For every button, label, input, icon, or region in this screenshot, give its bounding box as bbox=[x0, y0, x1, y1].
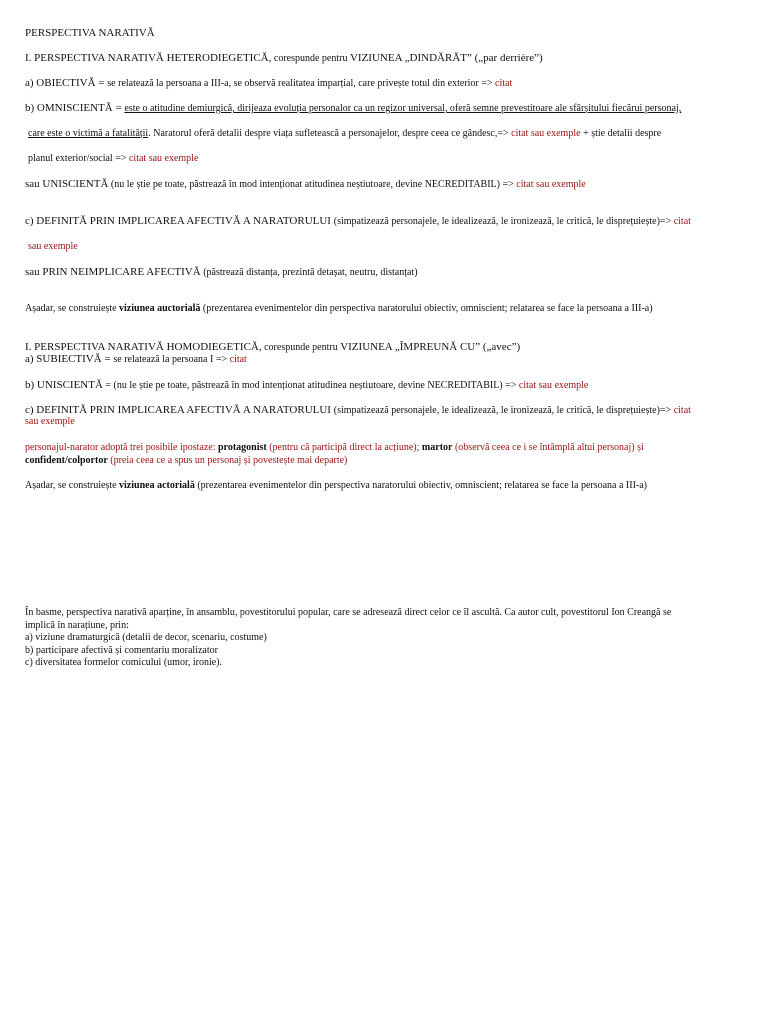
section1-conclusion bbox=[25, 303, 653, 315]
basme-item-b: b) participare afectivă și comentariu moralizator bbox=[25, 645, 218, 656]
section1-heading-part-a: I. PERSPECTIVA NARATIVĂ HETERODIEGETICĂ, bbox=[25, 52, 272, 64]
item-c-citat: citat bbox=[673, 216, 691, 227]
s2-item-c-citat: citat bbox=[673, 405, 691, 416]
section1-item-a bbox=[25, 77, 512, 90]
basme-item-a: a) viziune dramaturgică (detalii de decor, scenariu, costume) bbox=[25, 632, 267, 643]
section2-heading-part-b: corespunde pentru bbox=[261, 342, 341, 353]
ipostaze-martor-desc: (observă ceea ce i se întâmplă altui personaj) și bbox=[452, 442, 644, 453]
section2-heading-part-c: VIZIUNEA „ÎMPREUNĂ CU” („avec”) bbox=[340, 341, 521, 353]
conclusion-1-bold: viziunea auctorială bbox=[119, 303, 201, 314]
basme-line-2: implică în narațiune, prin: bbox=[25, 620, 129, 631]
s2-item-c-text: (simpatizează personajele, le idealizează, le ironizează, le critică, le disprețuiește)=> bbox=[333, 405, 674, 416]
conclusion-2-part-a: Așadar, se construiește bbox=[25, 480, 120, 491]
item-b-citat-1: citat sau exemple bbox=[511, 128, 581, 139]
ipostaze-confident: confident/colportor bbox=[25, 455, 108, 466]
s2-item-a-label: a) SUBIECTIVĂ = bbox=[25, 353, 114, 365]
item-b-text-4: planul exterior/social => bbox=[28, 153, 129, 164]
section1-item-b bbox=[25, 102, 681, 115]
section1-item-b-cont bbox=[28, 128, 661, 140]
page-title: PERSPECTIVA NARATIVĂ bbox=[25, 27, 155, 39]
conclusion-2-part-c: (prezentarea evenimentelor din perspectiva naratorului obiectiv, omniscient; relatarea se face la persoana a III-a) bbox=[194, 480, 648, 491]
item-b-text-3: + știe detalii despre bbox=[580, 128, 662, 139]
section1-heading bbox=[25, 52, 543, 65]
item-b-label: b) OMNISCIENTĂ = bbox=[25, 102, 125, 114]
s2-item-b-text: = (nu le știe pe toate, păstrează în mod intenționat atitudinea neștiutoare, devine NECREDITABIL) => bbox=[102, 380, 519, 391]
sau-neimplicare-label: sau PRIN NEIMPLICARE AFECTIVĂ bbox=[25, 266, 201, 278]
item-b-underlined-1: este o atitudine demiurgică, dirijeaza evoluția personalor ca un regizor universal, oferă semne prevestitoare ale sfârșitului fiecărui personaj, bbox=[124, 103, 682, 114]
item-c-label: c) DEFINITĂ PRIN IMPLICAREA AFECTIVĂ A NARATORULUI bbox=[25, 215, 334, 227]
section2-item-c bbox=[25, 404, 691, 417]
section2-conclusion bbox=[25, 480, 647, 492]
sau-uniscienta-label: sau UNISCIENTĂ bbox=[25, 178, 109, 190]
conclusion-2-bold: viziunea actorială bbox=[119, 480, 195, 491]
section1-sau-neimplicare bbox=[25, 266, 418, 279]
section1-heading-part-b: corespunde pentru bbox=[271, 53, 350, 64]
item-c-text: (simpatizează personajele, le idealizează, le ironizează, le critică, le disprețuiește)=> bbox=[333, 216, 674, 227]
section1-sau-uniscienta bbox=[25, 178, 586, 191]
item-b-text-2: . Naratorul oferă detalii despre viața sufletească a personajelor, despre ceea ce gândesc,=> bbox=[148, 128, 512, 139]
basme-line-1: În basme, perspectiva narativă aparține, în ansamblu, povestitorului popular, care se adresează direct celor ce îl ascultă. Ca autor cult, povestitorul Ion Creangă se bbox=[25, 607, 672, 618]
conclusion-1-part-c: (prezentarea evenimentelor din perspectiva naratorului obiectiv, omniscient; relatarea se face la persoana a III-a) bbox=[200, 303, 653, 314]
section1-item-b-cont-2 bbox=[28, 153, 198, 165]
s2-item-a-citat: citat bbox=[229, 354, 247, 365]
section2-heading-part-a: I. PERSPECTIVA NARATIVĂ HOMODIEGETICĂ, bbox=[25, 341, 262, 353]
conclusion-1-part-a: Așadar, se construiește bbox=[25, 303, 120, 314]
sau-uniscienta-citat: citat sau exemple bbox=[516, 179, 586, 190]
item-a-label: a) OBIECTIVĂ = bbox=[25, 77, 108, 89]
sau-neimplicare-text: (păstrează distanța, prezintă detașat, neutru, distanțat) bbox=[200, 267, 418, 278]
section1-heading-part-c: VIZIUNEA „DINDĂRĂT” („par derrière”) bbox=[349, 52, 543, 64]
item-b-citat-2: citat sau exemple bbox=[128, 153, 199, 164]
section1-item-c bbox=[25, 215, 691, 228]
ipostaze-protagonist: protagonist bbox=[218, 442, 267, 453]
section2-item-b bbox=[25, 379, 588, 392]
item-b-underlined-2: care este o victimă a fatalității bbox=[28, 128, 149, 139]
s2-item-b-label: b) UNISCIENTĂ bbox=[25, 379, 103, 391]
section1-item-c-exemple: sau exemple bbox=[28, 241, 78, 252]
ipostaze-protagonist-desc: (pentru că participă direct la acțiune); bbox=[266, 442, 422, 453]
section2-ipostaze-line2 bbox=[25, 455, 347, 467]
basme-item-c: c) diversitatea formelor comicului (umor, ironie). bbox=[25, 657, 223, 668]
section2-item-a bbox=[25, 353, 247, 366]
ipostaze-confident-desc: (preia ceea ce a spus un personaj și povestește mai departe) bbox=[107, 455, 348, 466]
item-a-citat: citat bbox=[495, 78, 513, 89]
section2-item-c-exemple: sau exemple bbox=[25, 416, 75, 427]
sau-uniscienta-text: (nu le știe pe toate, păstrează în mod intenționat atitudinea neștiutoare, devine NECREDITABIL) => bbox=[108, 179, 517, 190]
section2-ipostaze-line1 bbox=[25, 442, 644, 454]
s2-item-b-citat: citat sau exemple bbox=[518, 380, 589, 391]
item-a-text: se relatează la persoana a III-a, se observă realitatea imparțial, care privește totul din exterior => bbox=[107, 78, 496, 89]
s2-item-c-label: c) DEFINITĂ PRIN IMPLICAREA AFECTIVĂ A NARATORULUI bbox=[25, 404, 334, 416]
s2-item-a-text: se relatează la persoana I => bbox=[113, 354, 230, 365]
ipostaze-intro: personajul-narator adoptă trei posibile ipostaze: bbox=[25, 442, 218, 453]
ipostaze-martor: martor bbox=[421, 442, 453, 453]
